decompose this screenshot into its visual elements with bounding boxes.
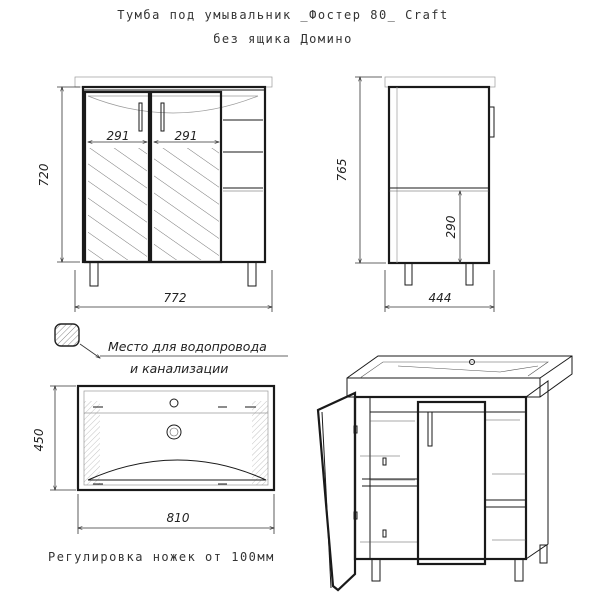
- title-line-1: Тумба под умывальник _Фостер 80_ Craft: [117, 8, 449, 22]
- front-height-label: 720: [37, 163, 51, 187]
- plumbing-note-line-1: Место для водопровода: [108, 339, 267, 354]
- iso-door-open: [318, 393, 355, 590]
- front-width-label: 772: [163, 291, 187, 305]
- iso-handle-closed: [428, 412, 432, 446]
- handle-left: [139, 103, 142, 131]
- top-outline: [78, 386, 274, 490]
- handle-right: [161, 103, 164, 131]
- side-leg-back: [405, 263, 412, 285]
- top-depth-label: 450: [32, 428, 46, 452]
- isometric-view: [318, 356, 572, 590]
- title-line-2: без ящика Домино: [213, 32, 353, 46]
- front-view: [37, 77, 272, 312]
- iso-leg-2: [515, 559, 523, 581]
- plumbing-legend: [55, 324, 288, 376]
- legs-adjustment-note: Регулировка ножек от 100мм: [48, 550, 275, 564]
- iso-leg-1: [372, 559, 380, 581]
- plumbing-zone-icon: [55, 324, 79, 346]
- side-height-label: 765: [335, 158, 349, 182]
- leg-front-left: [90, 262, 98, 286]
- basin-bowl-outline: [88, 96, 258, 113]
- basin-top: [75, 77, 272, 87]
- side-body: [389, 87, 489, 263]
- door-right-width: 291: [174, 129, 198, 143]
- top-view: [32, 386, 274, 534]
- iso-side-panel: [526, 381, 548, 559]
- leg-front-right: [248, 262, 256, 286]
- door-left-width: 291: [106, 129, 130, 143]
- iso-leg-3: [540, 545, 547, 563]
- side-basin-top: [385, 77, 495, 87]
- door-left-hatch: [88, 148, 147, 260]
- side-depth-label: 444: [428, 291, 452, 305]
- top-width-label: 810: [166, 511, 190, 525]
- door-right-hatch: [154, 148, 219, 260]
- plumbing-note-line-2: и канализации: [130, 361, 229, 376]
- drain-outer: [167, 425, 181, 439]
- side-view: [335, 77, 495, 312]
- shelf-height-label: 290: [444, 215, 458, 239]
- top-basin-curve: [88, 460, 266, 480]
- tap-hole: [170, 399, 178, 407]
- side-leg-front: [466, 263, 473, 285]
